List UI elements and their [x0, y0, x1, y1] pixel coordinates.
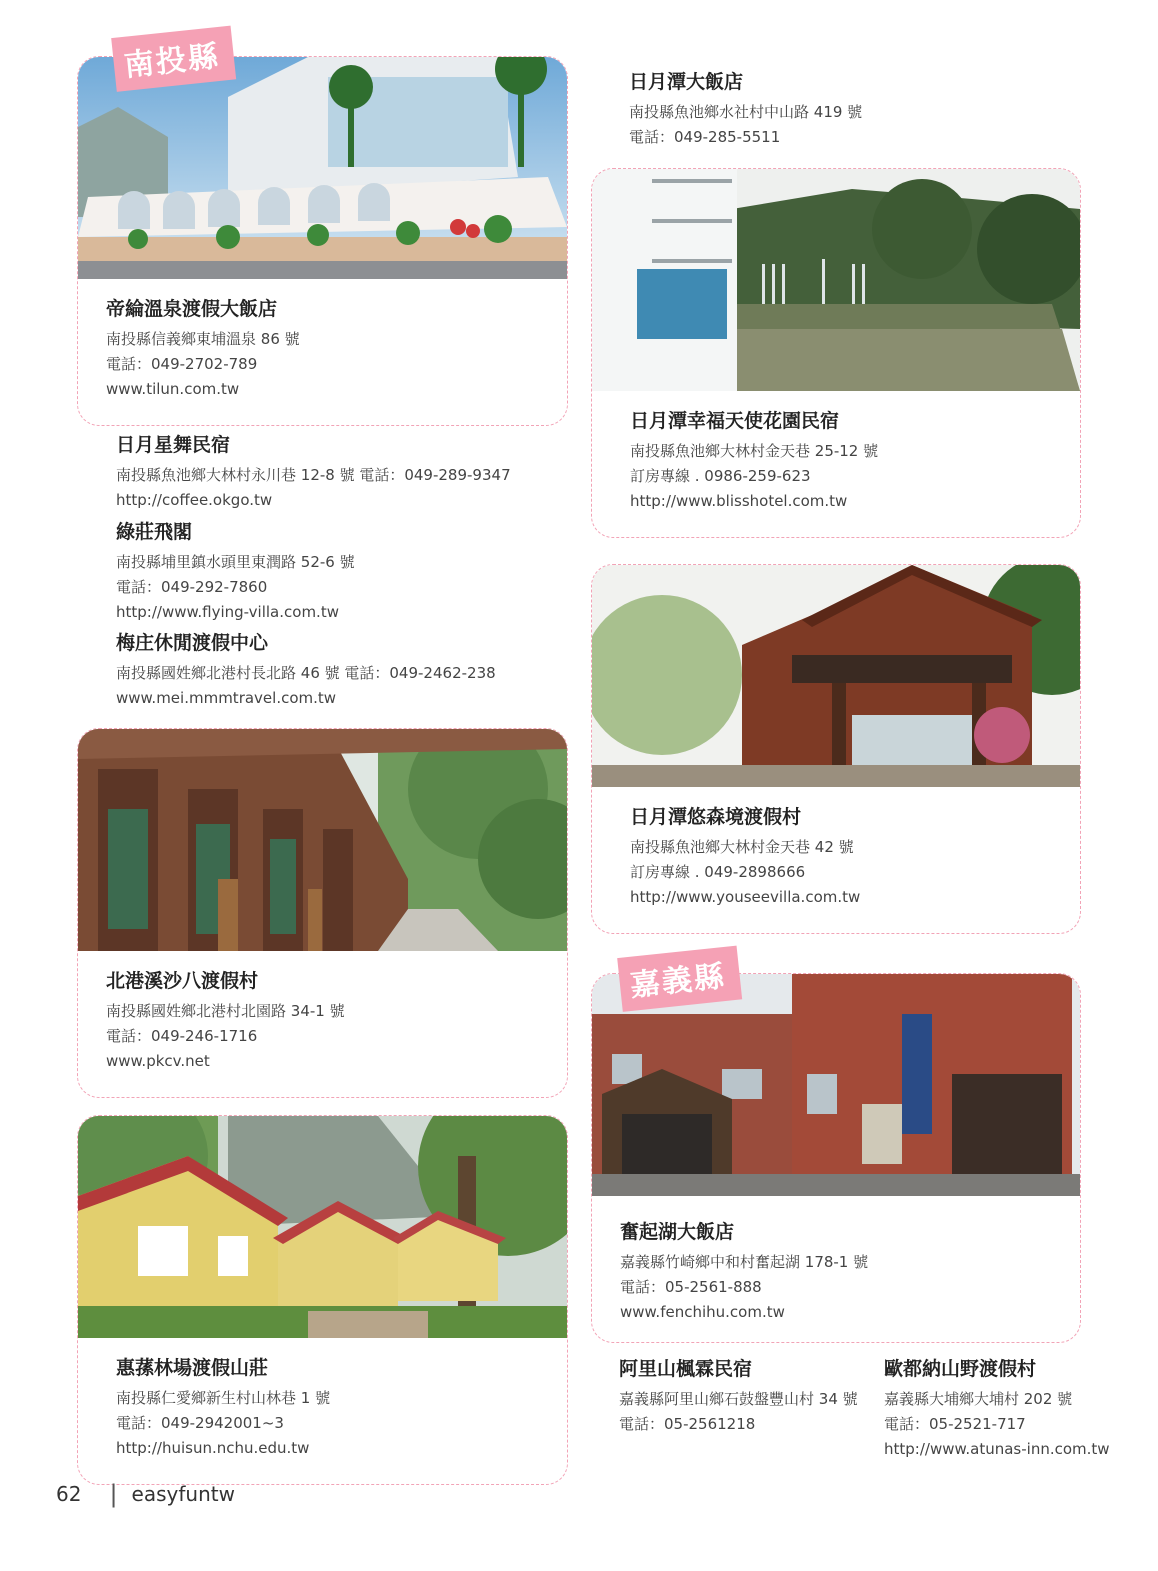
brand-name: easyfuntw [131, 1482, 235, 1506]
hotel-address-phone: 南投縣國姓鄉北港村長北路 46 號 電話：049-2462-238 [116, 664, 496, 682]
hotel-name: 梅庄休閒渡假中心 [116, 632, 269, 654]
hotel-phone: 電話：049-285-5511 [629, 128, 781, 146]
hotel-website[interactable]: www.fenchihu.com.tw [620, 1303, 785, 1321]
hotel-address: 嘉義縣阿里山鄉石鼓盤豐山村 34 號 [619, 1390, 858, 1408]
hotel-name: 日月潭悠森境渡假村 [630, 806, 802, 828]
hotel-card-dilun [77, 56, 568, 426]
hotel-photo-dilun [78, 57, 567, 279]
hotel-address: 南投縣魚池鄉水社村中山路 419 號 [629, 103, 863, 121]
hotel-entry-lvzhuang [116, 520, 355, 625]
hotel-name: 惠蓀林場渡假山莊 [116, 1357, 269, 1379]
hotel-website[interactable]: http://coffee.okgo.tw [116, 491, 273, 509]
hotel-phone: 訂房專線 . 0986-259-623 [630, 467, 811, 485]
hotel-phone: 電話：05-2561-888 [620, 1278, 762, 1296]
hotel-address: 南投縣埔里鎮水頭里東潤路 52-6 號 [116, 553, 355, 571]
hotel-address: 南投縣仁愛鄉新生村山林巷 1 號 [116, 1389, 331, 1407]
hotel-address: 嘉義縣大埔鄉大埔村 202 號 [884, 1390, 1073, 1408]
hotel-address: 南投縣信義鄉東埔溫泉 86 號 [106, 330, 300, 348]
hotel-name: 奮起湖大飯店 [620, 1221, 735, 1243]
hotel-phone: 訂房專線 . 049-2898666 [630, 863, 806, 881]
hotel-entry-alishan [619, 1357, 858, 1437]
hotel-card-huisun [77, 1115, 568, 1485]
hotel-entry-atunas [884, 1357, 1110, 1462]
hotel-website[interactable]: http://www.flying-villa.com.tw [116, 603, 339, 621]
hotel-phone: 電話：05-2561218 [619, 1415, 756, 1433]
hotel-address: 南投縣國姓鄉北港村北園路 34-1 號 [106, 1002, 345, 1020]
hotel-card-yousee [591, 564, 1081, 934]
hotel-card-bliss [591, 168, 1081, 538]
hotel-address: 嘉義縣竹崎鄉中和村奮起湖 178-1 號 [620, 1253, 869, 1271]
hotel-card-fenchihu [591, 973, 1081, 1343]
page-footer [56, 1480, 235, 1508]
page-number: 62 [56, 1482, 82, 1506]
hotel-phone: 電話：049-246-1716 [106, 1027, 258, 1045]
hotel-name: 歐都納山野渡假村 [884, 1358, 1037, 1380]
hotel-entry-riyuetan-hotel [629, 70, 862, 150]
hotel-photo-bliss [592, 169, 1080, 391]
hotel-photo-yousee [592, 565, 1080, 787]
hotel-phone: 電話：049-292-7860 [116, 578, 268, 596]
hotel-website[interactable]: http://www.youseevilla.com.tw [630, 888, 861, 906]
hotel-name: 日月潭幸福天使花園民宿 [630, 410, 840, 432]
hotel-website[interactable]: www.pkcv.net [106, 1052, 210, 1070]
hotel-name: 阿里山楓霖民宿 [619, 1358, 753, 1380]
hotel-entry-riyuexingwu [116, 433, 511, 513]
hotel-name: 綠莊飛閣 [116, 521, 193, 543]
hotel-website[interactable]: http://www.atunas-inn.com.tw [884, 1440, 1110, 1458]
hotel-website[interactable]: www.mei.mmmtravel.com.tw [116, 689, 337, 707]
hotel-name: 日月潭大飯店 [629, 71, 744, 93]
region-tag-chiayi: 嘉義縣 [617, 946, 742, 1012]
footer-divider: | [109, 1480, 118, 1508]
hotel-photo-beigang [78, 729, 567, 951]
hotel-photo-huisun [78, 1116, 567, 1338]
hotel-name: 日月星舞民宿 [116, 434, 231, 456]
hotel-phone: 電話：049-2702-789 [106, 355, 258, 373]
hotel-website[interactable]: www.tilun.com.tw [106, 380, 240, 398]
hotel-name: 帝綸溫泉渡假大飯店 [106, 298, 278, 320]
region-tag-nantou: 南投縣 [111, 26, 236, 92]
hotel-phone: 電話：049-2942001~3 [116, 1414, 284, 1432]
hotel-address: 南投縣魚池鄉大林村金天巷 25-12 號 [630, 442, 879, 460]
hotel-entry-meizhuang [116, 631, 496, 711]
hotel-address-phone: 南投縣魚池鄉大林村永川巷 12-8 號 電話：049-289-9347 [116, 466, 511, 484]
hotel-name: 北港溪沙八渡假村 [106, 970, 259, 992]
hotel-website[interactable]: http://huisun.nchu.edu.tw [116, 1439, 310, 1457]
hotel-phone: 電話：05-2521-717 [884, 1415, 1026, 1433]
hotel-website[interactable]: http://www.blisshotel.com.tw [630, 492, 848, 510]
hotel-card-beigang [77, 728, 568, 1098]
hotel-address: 南投縣魚池鄉大林村金天巷 42 號 [630, 838, 854, 856]
